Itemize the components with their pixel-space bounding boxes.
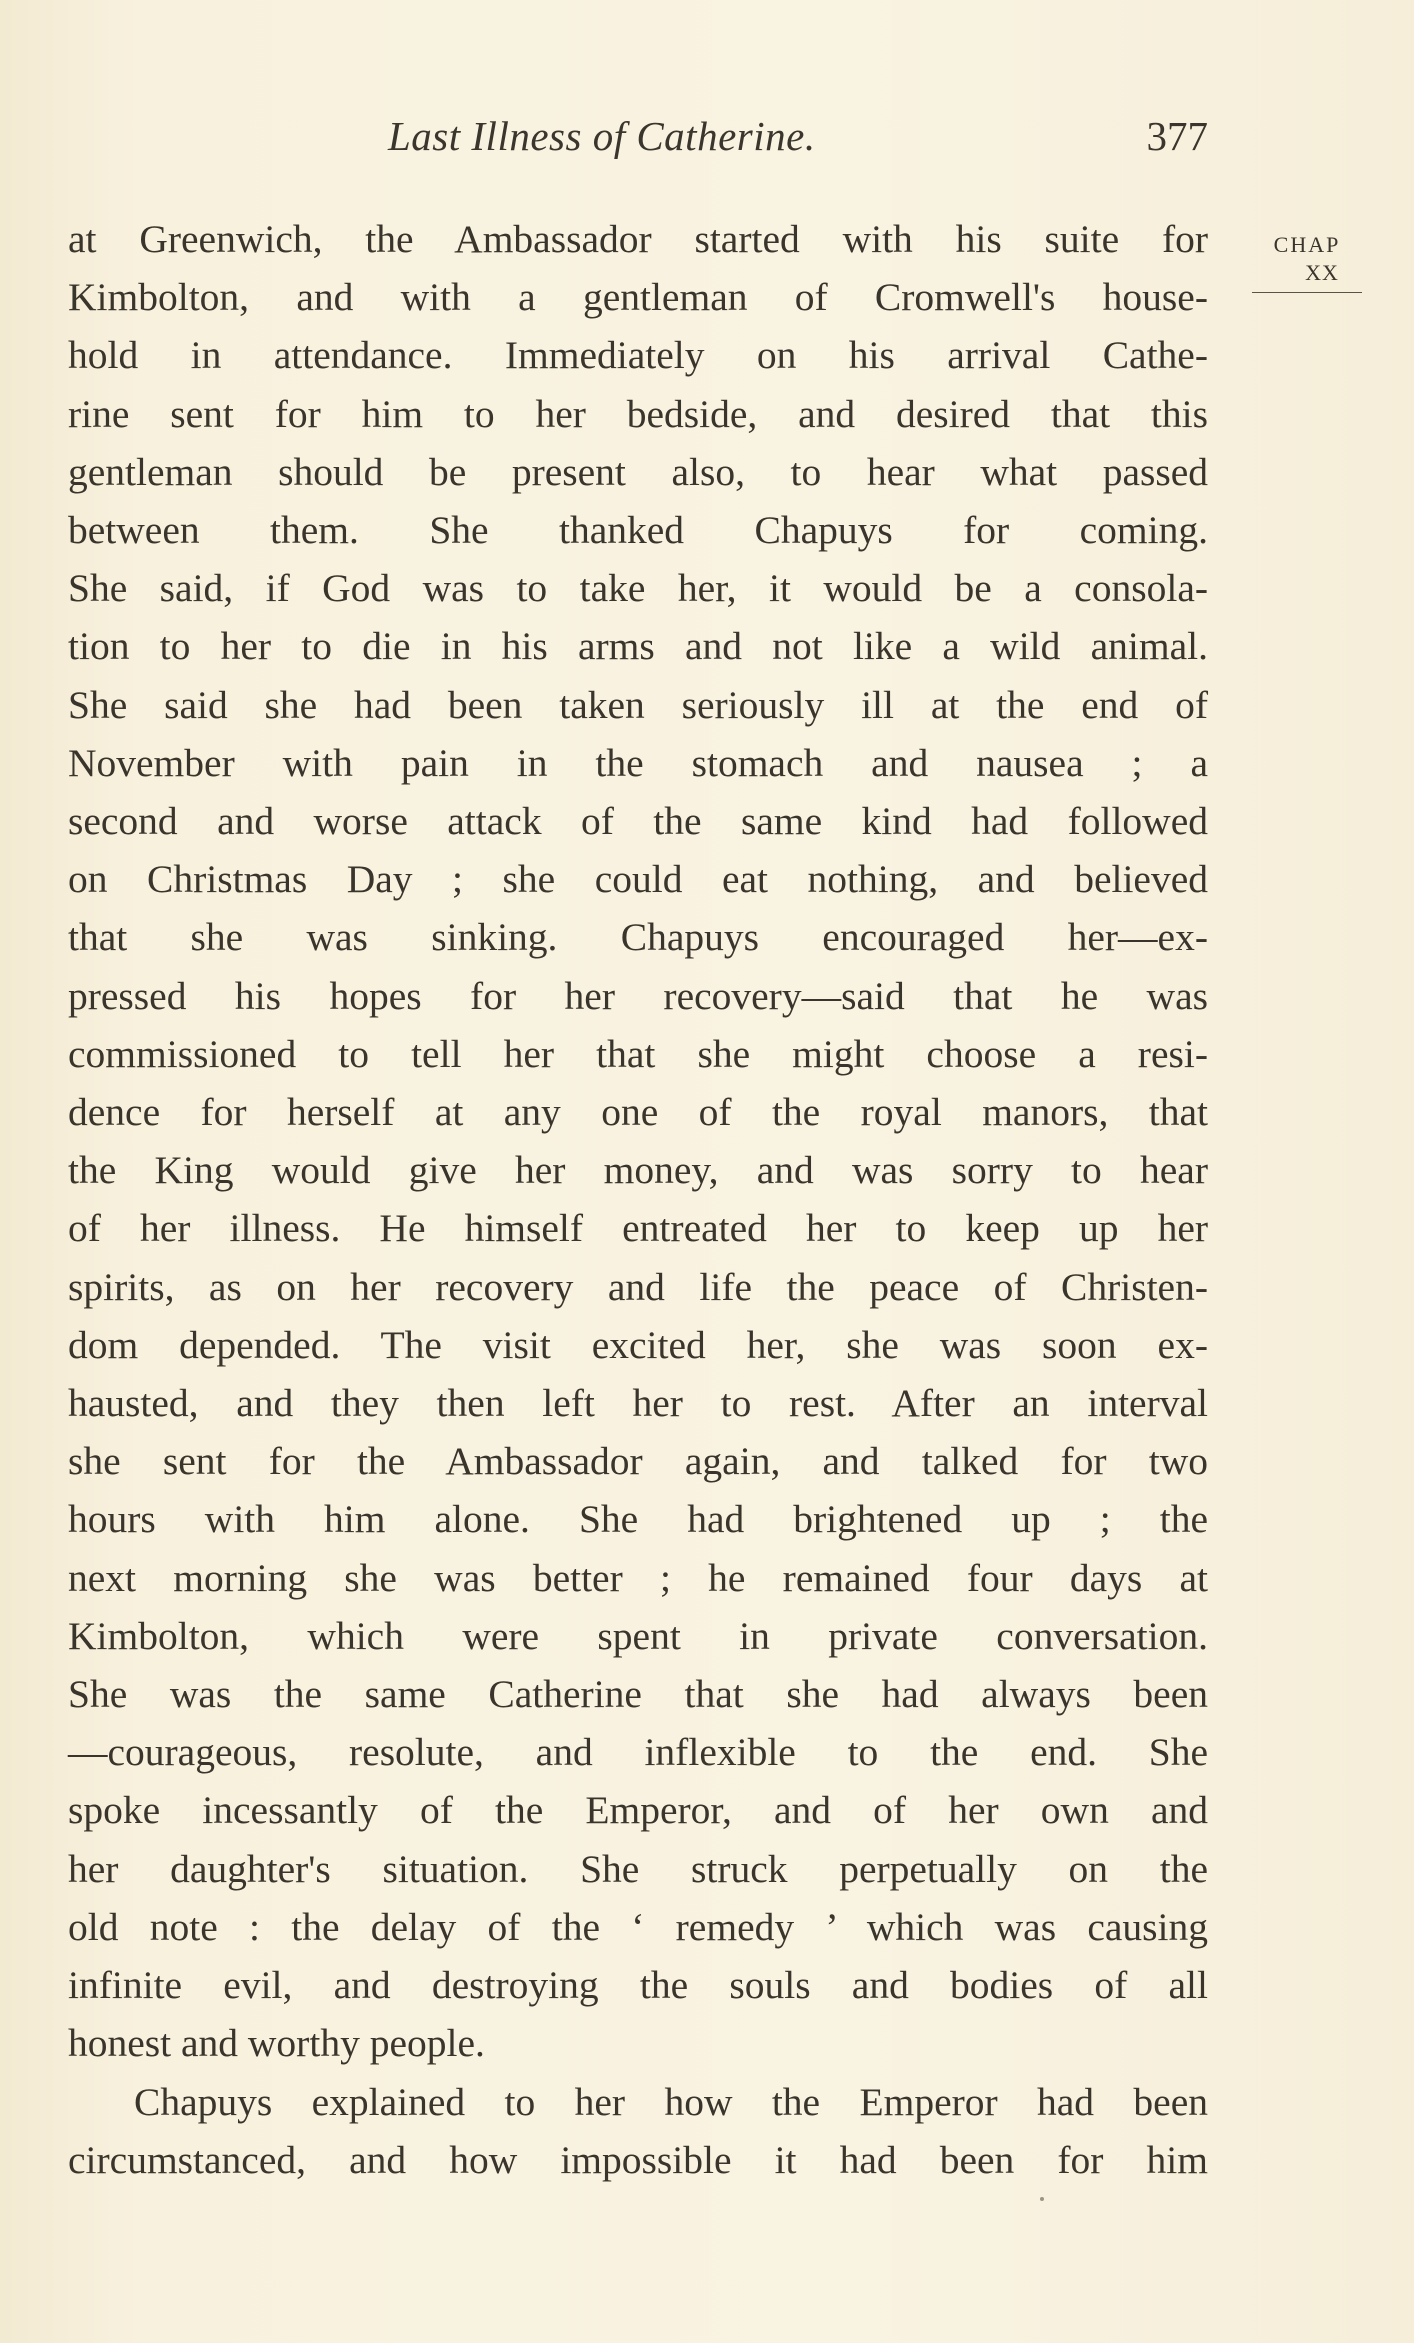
text-line: honest and worthy people. <box>68 2021 485 2066</box>
chapter-sidenote <box>1252 232 1362 293</box>
text-line: hours with him alone. She had brightened up ; the <box>68 1497 1208 1542</box>
text-line: gentleman should be present also, to hear what passed <box>68 449 1208 494</box>
text-line: She said she had been taken seriously ill at the end of <box>68 682 1208 727</box>
text-line: second and worse attack of the same kind had followed <box>68 799 1208 844</box>
running-head <box>68 112 1208 172</box>
text-line: She said, if God was to take her, it would be a consola- <box>68 566 1208 611</box>
text-line: dence for herself at any one of the royal manors, that <box>68 1090 1208 1135</box>
text-line: at Greenwich, the Ambassador started with his suite for <box>68 217 1208 261</box>
page-number: 377 <box>1146 113 1208 159</box>
text-line: infinite evil, and destroying the souls and bodies of all <box>68 1963 1208 2008</box>
text-line: on Christmas Day ; she could eat nothing, and believed <box>68 857 1208 902</box>
text-line: spirits, as on her recovery and life the peace of Christen- <box>68 1264 1208 1309</box>
sidenote-chapter-number: XX <box>1252 260 1362 293</box>
text-line: She was the same Catherine that she had always been <box>68 1672 1208 1717</box>
text-line: Chapuys explained to her how the Emperor had been <box>134 2079 1208 2124</box>
text-line: —courageous, resolute, and inflexible to the end. She <box>68 1730 1208 1775</box>
paragraph-2 <box>68 2073 1208 2189</box>
text-line: between them. She thanked Chapuys for coming. <box>68 508 1208 553</box>
text-line: commissioned to tell her that she might choose a resi- <box>68 1031 1208 1076</box>
text-line: tion to her to die in his arms and not like a wild animal. <box>68 624 1208 669</box>
text-line: that she was sinking. Chapuys encouraged her—ex- <box>68 915 1208 960</box>
text-line: hold in attendance. Immediately on his arrival Cathe- <box>68 333 1208 378</box>
sidenote-chap-label: CHAP <box>1273 232 1341 257</box>
text-line: rine sent for him to her bedside, and desired that this <box>68 391 1208 436</box>
text-line: Kimbolton, which were spent in private conversation. <box>68 1613 1208 1658</box>
text-line: dom depended. The visit excited her, she was soon ex- <box>68 1322 1208 1367</box>
text-line: pressed his hopes for her recovery—said that he was <box>68 973 1208 1018</box>
text-line: her daughter's situation. She struck perpetually on the <box>68 1846 1208 1891</box>
text-line: the King would give her money, and was sorry to hear <box>68 1148 1208 1193</box>
text-line: of her illness. He himself entreated her to keep up her <box>68 1206 1208 1251</box>
text-line: November with pain in the stomach and nausea ; a <box>68 740 1208 785</box>
paragraph-1 <box>68 210 1208 2073</box>
text-line: hausted, and they then left her to rest. After an interval <box>68 1381 1208 1426</box>
text-line: old note : the delay of the ‘ remedy ’ which was causing <box>68 1904 1208 1949</box>
text-line: circumstanced, and how impossible it had been for him <box>68 2137 1208 2182</box>
text-line: spoke incessantly of the Emperor, and of her own and <box>68 1788 1208 1833</box>
paper-speck <box>1040 2197 1044 2201</box>
running-title: Last Illness of Catherine. <box>388 113 816 159</box>
text-line: next morning she was better ; he remained four days at <box>68 1555 1208 1600</box>
text-line: Kimbolton, and with a gentleman of Cromwell's house- <box>68 275 1208 320</box>
text-line: she sent for the Ambassador again, and talked for two <box>68 1439 1208 1484</box>
body-text <box>68 210 1208 2189</box>
